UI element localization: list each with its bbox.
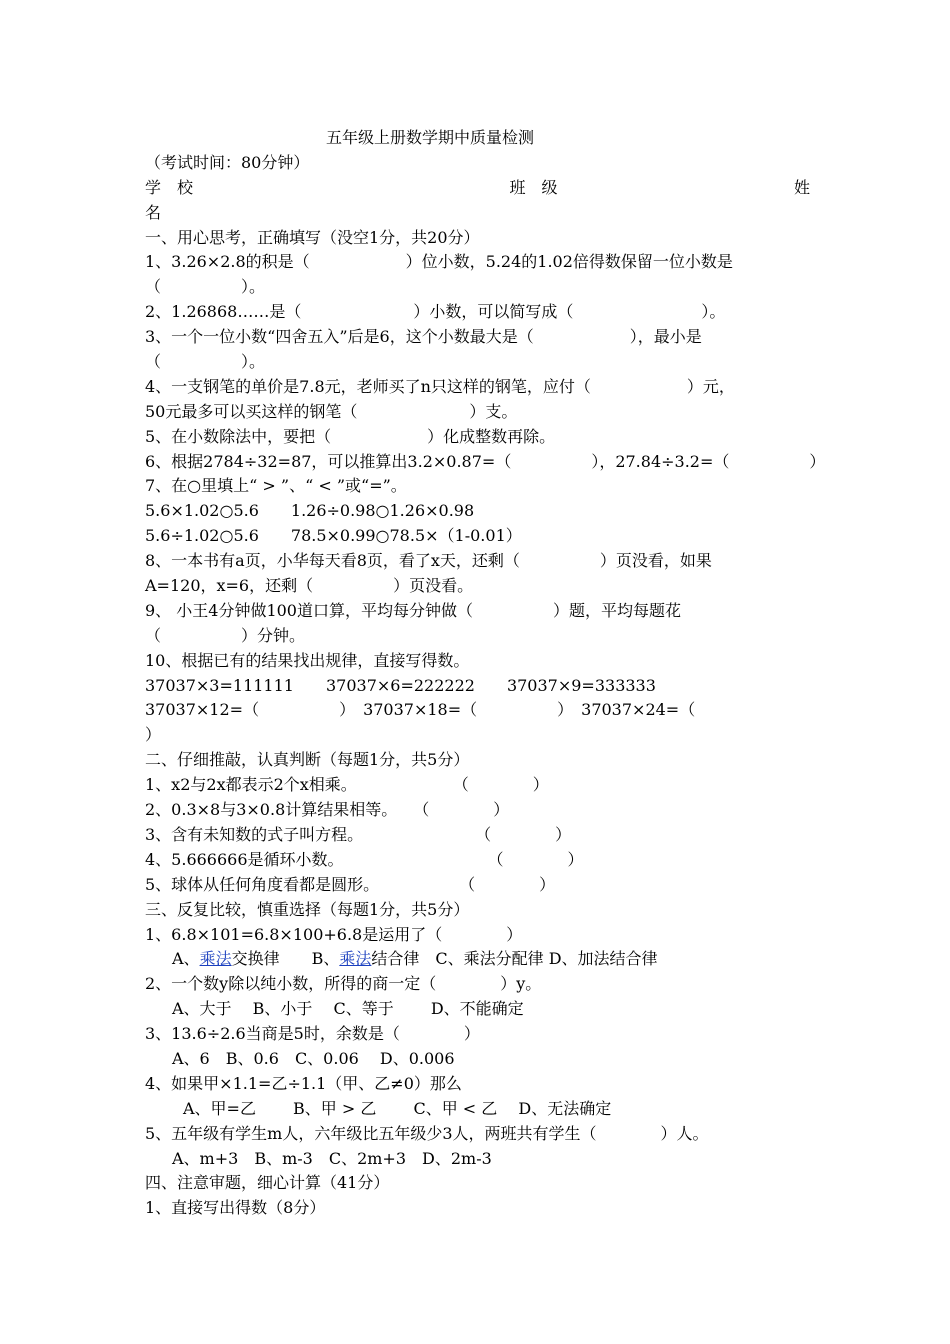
section2-body [145,773,810,897]
section2-heading: 二、仔细推敲，认真判断（每题1分，共5分） [145,750,470,770]
name-label-part1: 姓 [793,177,810,197]
choice-question: 3、13.6÷2.6当商是5时，余数是（ ） [145,1024,480,1044]
section1-line: （ ）分钟。 [145,625,306,645]
class-label: 班 级 [509,177,558,197]
option-a-prefix: A、 [172,949,200,969]
section1-line: （ ）。 [145,277,266,297]
section1-line: （ ）。 [145,352,266,372]
judgement-item: 5、球体从任何角度看都是圆形。 （ ） [145,874,556,894]
section1-line: 9、 小王4分钟做100道口算，平均每分钟做（ ）题，平均每题花 [145,600,681,620]
section3-heading: 三、反复比较，慎重选择（每题1分，共5分） [145,899,470,919]
name-label-part2: 名 [145,202,162,222]
option-a-suffix: 交换律 B、 [231,949,340,969]
section1-line: 1、3.26×2.8的积是（ ）位小数，5.24的1.02倍得数保留一位小数是 [145,252,733,272]
section1-line: A=120，x=6，还剩（ ）页没看。 [145,576,474,596]
choice-question: 2、一个数y除以纯小数，所得的商一定（ ）y。 [145,974,542,994]
option-b-suffix: 结合律 C、乘法分配律 D、加法结合律 [371,949,658,969]
choice-options [145,947,810,972]
choice-question: 5、五年级有学生m人，六年级比五年级少3人，两班共有学生（ ）人。 [145,1123,709,1143]
exam-content [145,126,826,1221]
section1-line: 10、根据已有的结果找出规律，直接写得数。 [145,650,470,670]
section1-line: 5.6×1.02○5.6 1.26÷0.98○1.26×0.98 [145,501,475,521]
choice-question: 1、6.8×101=6.8×100+6.8是运用了（ ） [145,924,523,944]
choice-options: A、m+3 B、m-3 C、2m+3 D、2m-3 [172,1148,492,1168]
section1-line: 6、根据2784÷32=87，可以推算出3.2×0.87=（ ），27.84÷3.2=（ ） [145,451,826,471]
section1-line: 37037×12=（ ） 37037×18=（ ） 37037×24=（ [145,700,696,720]
section1-line: 5、在小数除法中，要把（ ）化成整数再除。 [145,426,556,446]
section1-line: 50元最多可以买这样的钢笔（ ）支。 [145,401,518,421]
judgement-item: 1、x2与2x都表示2个x相乘。 （ ） [145,775,549,795]
section1-line: 7、在○里填上“ > ”、“ < ”或“=”。 [145,476,407,496]
section1-line: 2、1.26868……是（ ）小数，可以简写成（ ）。 [145,302,726,322]
section4-item: 1、直接写出得数（8分） [145,1198,326,1218]
section4-heading: 四、注意审题，细心计算（41分） [145,1173,390,1193]
section1-line: ） [145,725,162,745]
judgement-item: 2、0.3×8与3×0.8计算结果相等。 （ ） [145,800,510,820]
section1-body [145,250,826,748]
section1-line: 37037×3=111111 37037×6=222222 37037×9=333333 [145,675,656,695]
section1-line: 3、一个一位小数“四舍五入”后是6，这个小数最大是（ ），最小是 [145,327,702,347]
choice-question: 4、如果甲×1.1=乙÷1.1（甲、乙≠0）那么 [145,1073,462,1093]
choice-options: A、6 B、0.6 C、0.06 D、0.006 [172,1048,455,1068]
exam-title: 五年级上册数学期中质量检测 [325,128,534,147]
section1-line: 4、一支钢笔的单价是7.8元，老师买了n只这样的钢笔，应付（ ）元， [145,376,735,396]
section1-line: 5.6÷1.02○5.6 78.5×0.99○78.5×（1-0.01） [145,526,522,546]
judgement-item: 4、5.666666是循环小数。 （ ） [145,849,584,869]
section3-body [145,923,810,1172]
judgement-item: 3、含有未知数的式子叫方程。 （ ） [145,824,572,844]
multiplication-link[interactable]: 乘法 [199,949,232,969]
choice-options: A、甲=乙 B、甲 > 乙 C、甲 < 乙 D、无法确定 [183,1098,612,1118]
student-info-row [145,176,810,201]
school-label: 学 校 [145,177,194,197]
exam-subtitle: （考试时间：80分钟） [145,152,310,172]
section1-line: 8、一本书有a页，小华每天看8页，看了x天，还剩（ ）页没看，如果 [145,551,712,571]
multiplication-link[interactable]: 乘法 [339,949,372,969]
choice-options: A、大于 B、小于 C、等于 D、不能确定 [172,999,524,1019]
section1-heading: 一、用心思考，正确填写（没空1分，共20分） [145,227,480,247]
